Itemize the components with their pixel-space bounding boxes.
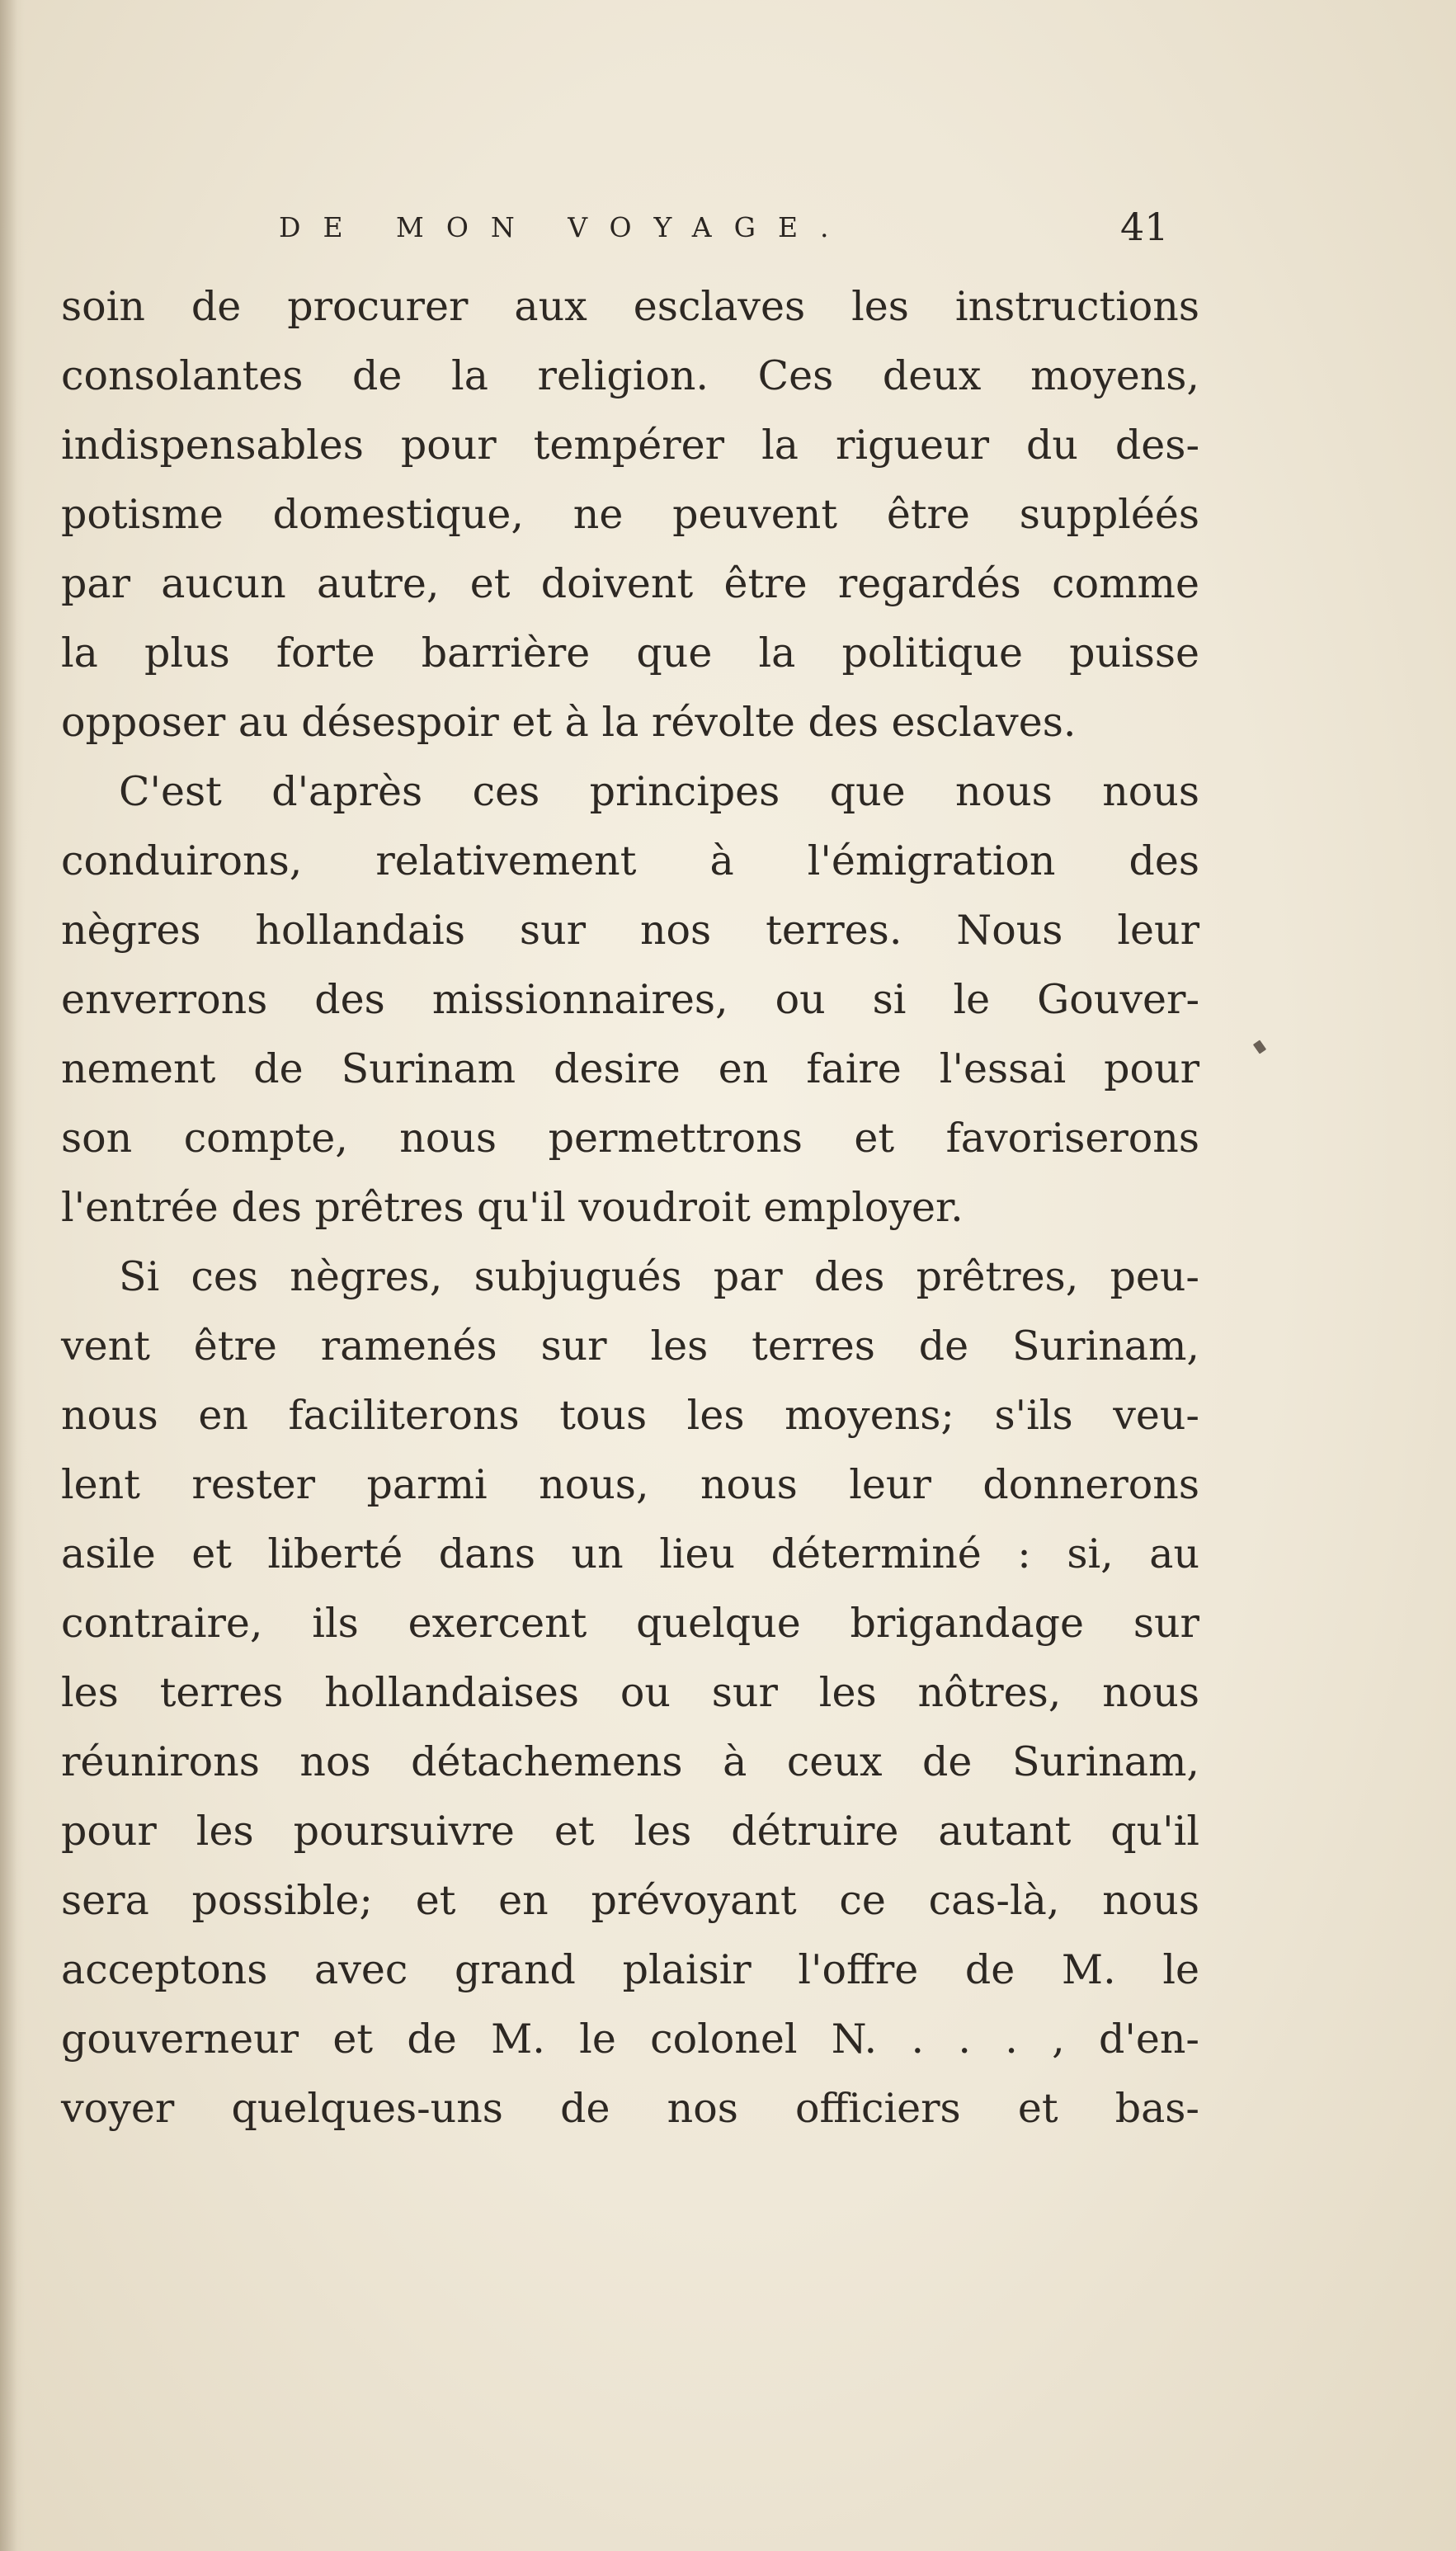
text-line: enverrons des missionnaires, ou si le Gouver- [61, 976, 1199, 1023]
text-line: l'entrée des prêtres qu'il voudroit employer. [61, 1184, 964, 1231]
text-line: nous en faciliterons tous les moyens; s'ils veu- [61, 1392, 1199, 1439]
text-line: par aucun autre, et doivent être regardés comme [61, 560, 1199, 607]
text-line: nègres hollandais sur nos terres. Nous leur [61, 907, 1199, 954]
page-gutter-shadow [0, 0, 25, 2551]
text-line: potisme domestique, ne peuvent être suppléés [61, 491, 1199, 538]
text-line: gouverneur et de M. le colonel N. . . . , d'en- [61, 2016, 1199, 2063]
text-line: soin de procurer aux esclaves les instructions [61, 283, 1199, 330]
text-line: consolantes de la religion. Ces deux moyens, [61, 352, 1199, 399]
text-line: vent être ramenés sur les terres de Surinam, [61, 1323, 1199, 1370]
text-line: Si ces nègres, subjugués par des prêtres, peu- [119, 1253, 1199, 1300]
text-line: nement de Surinam desire en faire l'essai pour [61, 1045, 1199, 1092]
text-line: la plus forte barrière que la politique puisse [61, 629, 1199, 677]
text-line: réunirons nos détachemens à ceux de Surinam, [61, 1738, 1199, 1785]
text-line: conduirons, relativement à l'émigration des [61, 837, 1199, 884]
text-line: pour les poursuivre et les détruire autant qu'il [61, 1808, 1199, 1855]
text-line: C'est d'après ces principes que nous nous [119, 768, 1199, 815]
page-header [0, 205, 1456, 262]
running-head: DE MON VOYAGE. [279, 211, 851, 243]
text-line: son compte, nous permettrons et favoriserons [61, 1115, 1199, 1162]
page-number: 41 [1120, 205, 1169, 249]
text-line: les terres hollandaises ou sur les nôtres, nous [61, 1669, 1199, 1716]
text-line: voyer quelques-uns de nos officiers et bas- [61, 2085, 1199, 2132]
text-line: lent rester parmi nous, nous leur donnerons [61, 1461, 1199, 1508]
ink-speck [1253, 1040, 1266, 1054]
text-line: indispensables pour tempérer la rigueur du des- [61, 422, 1199, 469]
text-line: acceptons avec grand plaisir l'offre de M. le [61, 1946, 1199, 1993]
body-text [61, 272, 1199, 2143]
text-line: opposer au désespoir et à la révolte des esclaves. [61, 699, 1077, 746]
text-line: contraire, ils exercent quelque brigandage sur [61, 1600, 1199, 1647]
text-line: sera possible; et en prévoyant ce cas-là, nous [61, 1877, 1199, 1924]
text-line: asile et liberté dans un lieu déterminé : si, au [61, 1530, 1199, 1577]
